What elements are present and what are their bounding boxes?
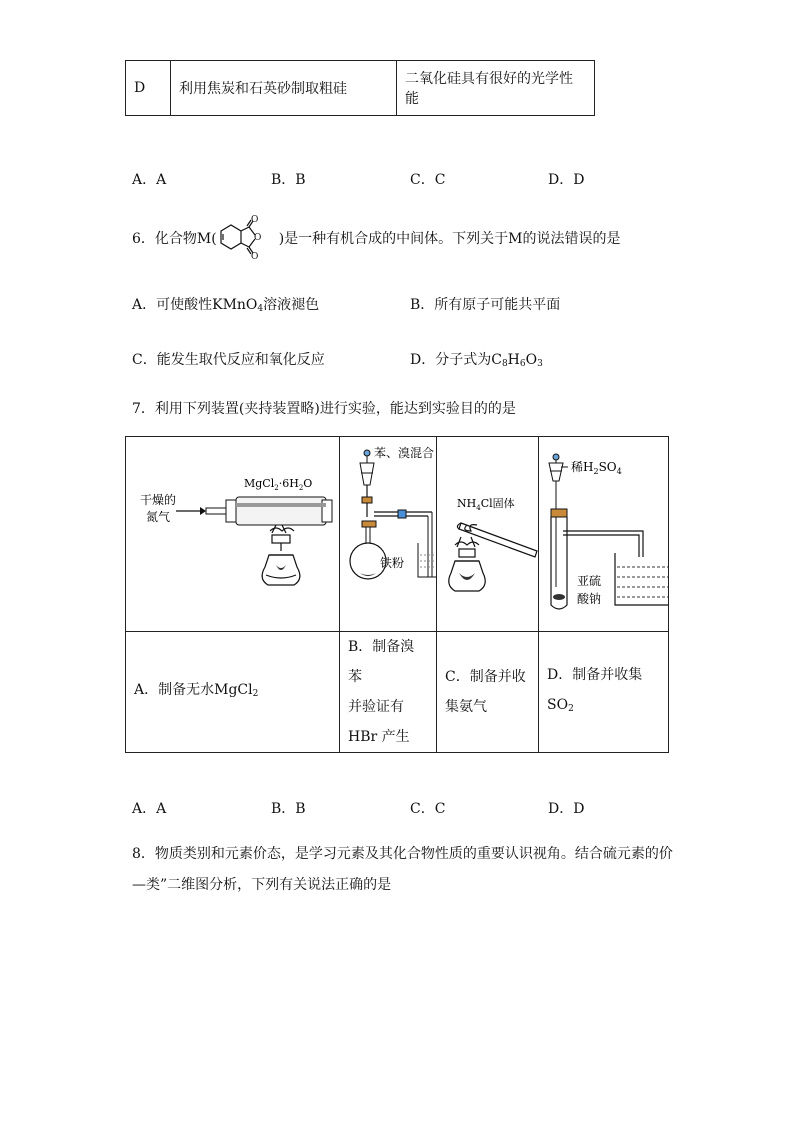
q6-option-b[interactable]: B．所有原子可能共平面 — [410, 297, 561, 313]
caption-d-line2: SO — [547, 697, 569, 713]
caption-c-line1: C．制备并收 — [445, 669, 526, 685]
figure-a-drying-apparatus — [126, 437, 339, 627]
q7-option-d[interactable]: D．D — [548, 801, 585, 817]
q6-option-d-text: D．分子式为C — [410, 352, 502, 368]
q8-stem-line1: 8．物质类别和元素价态，是学习元素及其化合物性质的重要认识视角。结合硫元素的价 — [132, 846, 673, 862]
q6-stem — [132, 215, 621, 261]
figure-c-label: $NH_4Cl$固体 — [457, 497, 515, 512]
q5-option-c[interactable]: C．C — [410, 172, 446, 188]
compound-m-structure — [217, 215, 279, 261]
svg-text:O: O — [250, 215, 259, 225]
q6-option-a-text: A．可使酸性KMnO — [132, 297, 258, 313]
q5-option-b[interactable]: B．B — [271, 172, 306, 188]
caption-a-text: A．制备无水MgCl — [134, 682, 253, 698]
svg-text:O: O — [250, 252, 259, 261]
figure-b-top-label: 苯、溴混合 — [374, 446, 435, 460]
row-label: D — [126, 61, 171, 116]
q6-option-a[interactable] — [132, 294, 319, 314]
row-reason: 二氧化硅具有很好的光学性能 — [397, 61, 595, 116]
q8-stem-line2: —类”二维图分析，下列有关说法正确的是 — [132, 877, 392, 893]
svg-text:O: O — [253, 233, 262, 243]
figure-a-gas-label-2: 氮气 — [146, 510, 171, 524]
q5-options — [132, 169, 692, 189]
apparatus-table — [125, 436, 669, 753]
caption-c[interactable] — [437, 632, 539, 753]
caption-d-sub: 2 — [568, 704, 574, 714]
q6-stem-suffix: )是一种有机合成的中间体。下列关于M的说法错误的是 — [278, 231, 621, 247]
figure-c-cell — [437, 437, 539, 632]
caption-a[interactable] — [126, 632, 340, 753]
q7-options — [132, 798, 692, 818]
figure-a-reagent-label: $MgCl_2\cdot 6H_2O$ — [244, 477, 313, 492]
q6-option-d-sub3: 3 — [537, 359, 543, 369]
q6-option-d-mid2: O — [525, 352, 538, 368]
q5-option-a[interactable]: A．A — [132, 172, 167, 188]
figure-a-cell — [126, 437, 340, 632]
caption-c-line2: 集氨气 — [445, 699, 487, 715]
row-method: 利用焦炭和石英砂制取粗硅 — [171, 61, 397, 116]
q7-option-c[interactable]: C．C — [410, 801, 446, 817]
figure-d-cell — [539, 437, 669, 632]
figure-d-label-1: 亚硫 — [577, 574, 602, 588]
q7-option-b[interactable]: B．B — [271, 801, 306, 817]
figure-b-cell — [340, 437, 437, 632]
q6-option-d[interactable] — [410, 349, 543, 369]
q6-option-a-tail: 溶液褪色 — [263, 297, 320, 313]
options-table — [125, 60, 595, 116]
figure-d-top-label: 稀$H_2SO_4$ — [571, 460, 622, 476]
apparatus-captions-row — [126, 632, 669, 753]
q5-option-d[interactable]: D．D — [548, 172, 585, 188]
table-row — [126, 61, 595, 116]
caption-a-sub: 2 — [252, 689, 259, 699]
figure-d-so2-apparatus — [539, 437, 668, 627]
figure-a-gas-label-1: 干燥的 — [140, 493, 177, 507]
q6-option-d-mid: H — [507, 352, 520, 368]
caption-b[interactable] — [340, 632, 437, 753]
figure-d-label-2: 酸钠 — [577, 592, 602, 606]
q7-option-a[interactable]: A．A — [132, 801, 167, 817]
apparatus-figures-row — [126, 437, 669, 632]
figure-c-ammonia-apparatus — [437, 437, 538, 627]
q6-option-d-sub1: 8 — [501, 359, 508, 369]
caption-b-line3: HBr 产生 — [348, 729, 410, 745]
caption-b-line2: 并验证有 — [348, 699, 404, 715]
q7-stem: 7．利用下列装置(夹持装置略)进行实验，能达到实验目的的是 — [132, 401, 516, 417]
caption-d[interactable] — [539, 632, 669, 753]
q6-stem-prefix: 6．化合物M( — [132, 231, 217, 247]
q6-option-a-sub: 4 — [257, 304, 264, 314]
q6-option-c[interactable]: C．能发生取代反应和氧化反应 — [132, 352, 325, 368]
figure-b-bromobenzene-apparatus — [340, 437, 436, 627]
q6-option-d-sub2: 6 — [519, 359, 526, 369]
caption-b-line1: B．制备溴苯 — [348, 639, 415, 685]
caption-d-line1: D．制备并收集 — [547, 667, 643, 683]
figure-b-bottom-label: 铁粉 — [380, 556, 405, 570]
